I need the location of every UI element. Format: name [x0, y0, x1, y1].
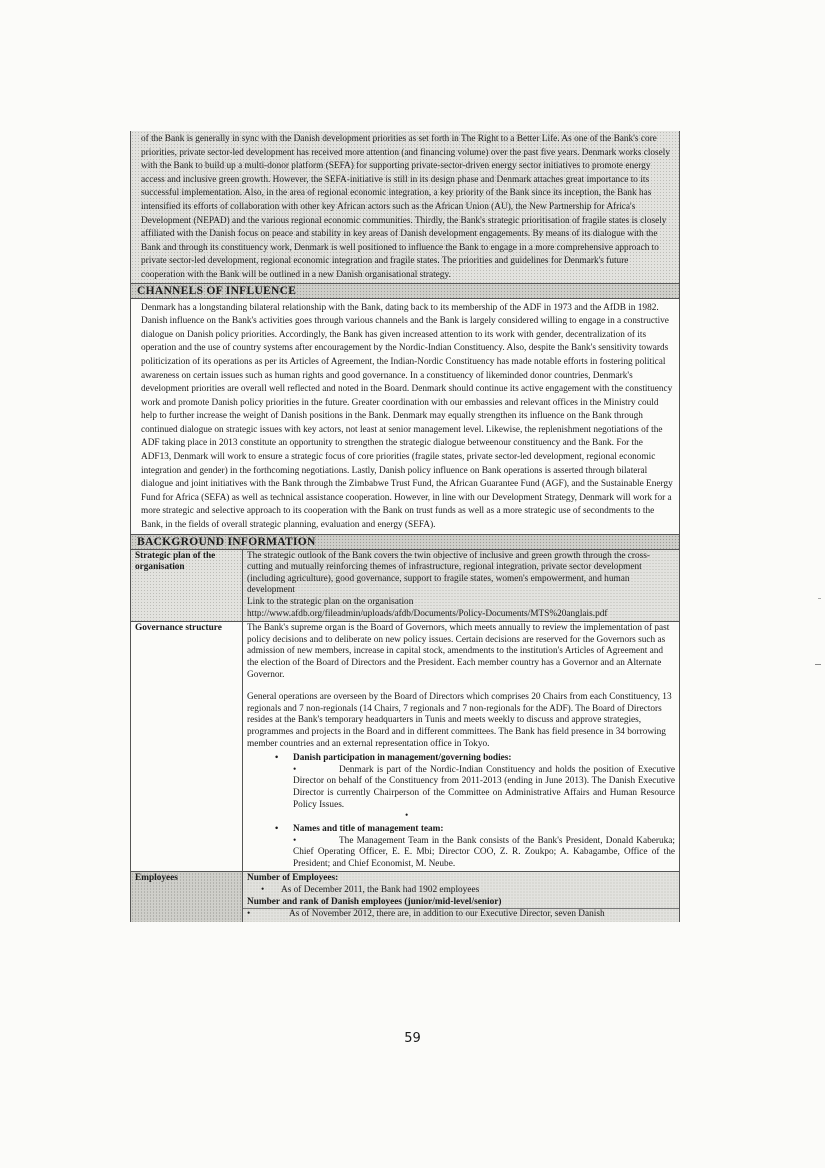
bullet-glyph: • — [261, 885, 265, 896]
governance-para-1: The Bank's supreme organ is the Board of Governors, which meets annually to review the implementation of past policy decisions and to deliberate on new policy issues. Certain decisions are reserved for the Governors such as admission of new members, increase in capital stock, amendments to the institution's Articles of Agreement and the election of the Board of Directors and the President. Each member country has a Governor and an Alternate Governor. — [247, 623, 670, 680]
bullet-glyph: • — [247, 909, 251, 920]
scan-mark — [818, 598, 821, 599]
strategic-plan-label: Strategic plan of the organisation — [131, 550, 243, 622]
strategic-plan-link-label: Link to the strategic plan on the organisation — [247, 597, 414, 607]
bullet-glyph: • — [405, 811, 409, 822]
danish-participation-body — [293, 765, 675, 811]
background-heading: BACKGROUND INFORMATION — [131, 534, 679, 550]
danish-employees-line — [243, 908, 679, 922]
bullet-glyph: • — [293, 764, 297, 775]
employee-count-line — [243, 885, 679, 897]
danish-employees-text: As of November 2012, there are, in addition to our Executive Director, seven Danish — [289, 909, 605, 920]
governance-para-2: General operations are overseen by the Board of Directors which comprises 20 Chairs from each Constituency, 13 regionals and 7 non-regionals (14 Chairs, 7 regionals and 7 non-regionals for the ADF). The Board of Directors resides at the Bank's temporary headquarters in Tunis and meets weekly to discuss and approve strategies, programmes and projects in the Board and in different committees. The Bank has field presence in 34 borrowing member countries and an external representation office in Tokyo. — [247, 692, 672, 749]
strategic-plan-row — [131, 550, 679, 622]
intro-paragraph: of the Bank is generally in sync with the Danish development priorities as set forth in The Right to a Better Life. As one of the Bank's core priorities, private sector-led development has received more attention (and financing volume) over the past five years. Denmark works closely with the Bank to build up a multi-donor platform (SEFA) for supporting private-sector-driven energy sector initiatives to promote energy access and inclusive green growth. However, the SEFA-initiative is still in its design phase and Denmark attaches great importance to its successful implementation. Also, in the area of regional economic integration, a key priority of the Bank since its inception, the Bank has intensified its efforts of collaboration with other key African actors such as the African Union (AU), the New Partnership for Africa's Development (NEPAD) and the various regional economic communities. Thirdly, the Bank's strategic prioritisation of fragile states is closely affiliated with the Danish focus on peace and stability in key areas of Danish development engagements. By means of its dialogue with the Bank and through its constituency work, Denmark is well positioned to influence the Bank to engage in a more comprehensive approach to private sector-led development, regional economic integration and fragile states. The priorities and guidelines for Denmark's future cooperation with the Bank will be outlined in a new Danish organisational strategy. — [131, 131, 679, 283]
employee-count-text: As of December 2011, the Bank had 1902 employees — [281, 885, 480, 896]
governance-label: Governance structure — [131, 622, 243, 872]
management-team-text: The Management Team in the Bank consists of the Bank's President, Donald Kaberuka; Chief Operating Officer, E. E. Mbi; Director COO, Z. R. Zoukpo; A. Kabagambe, Office of the President; and Chief Economist, M. Neube. — [293, 835, 675, 869]
bullet-glyph: • — [293, 835, 297, 846]
strategic-plan-text: The strategic outlook of the Bank covers the twin objective of inclusive and green growth through the cross-cutting and mutually reinforcing themes of infrastructure, regional integration, private sector development (including agriculture), good governance, support to fragile states, women's empowerment, and human development — [247, 550, 651, 596]
channels-paragraph: Denmark has a longstanding bilateral relationship with the Bank, dating back to its membership of the ADF in 1973 and the AfDB in 1982. Danish influence on the Bank's activities goes through various channels and the Bank is largely considered willing to engage in a constructive dialogue on Danish policy priorities. Accordingly, the Bank has given increased attention to its work with gender, decentralization of its operation and the use of country systems after encouragement by the Nordic-Indian Constituency. Also, despite the Bank's sensitivity towards politicization of its operations as per its Articles of Agreement, the Indian-Nordic Constituency has made notable efforts in fostering political awareness on certain issues such as human rights and good governance. In a constituency of likeminded donor countries, Denmark's development priorities are overall well reflected and noted in the Board. Denmark should continue its active engagement with the constituency work and promote Danish policy priorities in the future. Greater coordination with our embassies and relevant offices in the Ministry could help to further increase the weight of Danish positions in the Bank. Denmark may equally strengthen its influence on the Bank through continued dialogue on strategic issues with key actors, not least at senior management level. Likewise, the replenishment negotiations of the ADF taking place in 2013 constitute an opportunity to strengthen the strategic dialogue betweenour constituency and the Bank. For the ADF13, Denmark will work to ensure a strategic focus of core priorities (fragile states, private sector-led development, regional economic integration and gender) in the forthcoming negotiations. Lastly, Danish policy influence on Bank operations is asserted through bilateral dialogue and joint initiatives with the Bank through the Zimbabwe Trust Fund, the African Guarantee Fund (AGF), and the Sustainable Energy Fund for Africa (SEFA) as well as technical assistance cooperation. However, in line with our Development Strategy, Denmark will work for a more strategic and selective approach to its cooperation with the Bank on trust funds as well as a more strategic use of secondments to the Bank, in the fields of overall strategic planning, evaluation and energy (SEFA). — [141, 302, 673, 531]
management-team-heading: • Names and title of management team: — [275, 824, 675, 836]
channels-heading: CHANNELS OF INFLUENCE — [131, 283, 679, 299]
page-number: 59 — [404, 1031, 421, 1046]
background-table — [131, 550, 679, 922]
danish-participation-block — [247, 753, 675, 821]
employees-row — [131, 872, 679, 922]
employees-cell — [243, 872, 680, 922]
document-frame — [130, 131, 680, 922]
strategic-plan-cell — [243, 550, 680, 622]
danish-employees-heading: Number and rank of Danish employees (junior/mid-level/senior) — [247, 896, 502, 907]
employees-label: Employees — [131, 872, 243, 922]
governance-cell — [243, 622, 680, 872]
management-team-block — [247, 824, 675, 870]
strategic-plan-link[interactable]: http://www.afdb.org/fileadmin/uploads/afdb/Documents/Policy-Documents/MTS%20anglais.pdf — [247, 608, 608, 619]
scan-mark — [815, 664, 821, 665]
governance-row — [131, 622, 679, 872]
danish-participation-text: Denmark is part of the Nordic-Indian Constituency and holds the position of Executive Director on behalf of the Constituency from 2011-2013 (ending in June 2013). The Danish Executive Director is currently Chairperson of the Committee on Administrative Affairs and Human Resource Policy Issues. — [293, 764, 675, 810]
danish-participation-heading: • Danish participation in management/governing bodies: — [275, 753, 675, 765]
management-team-body — [293, 836, 675, 871]
employee-count-heading: Number of Employees: — [247, 873, 339, 884]
